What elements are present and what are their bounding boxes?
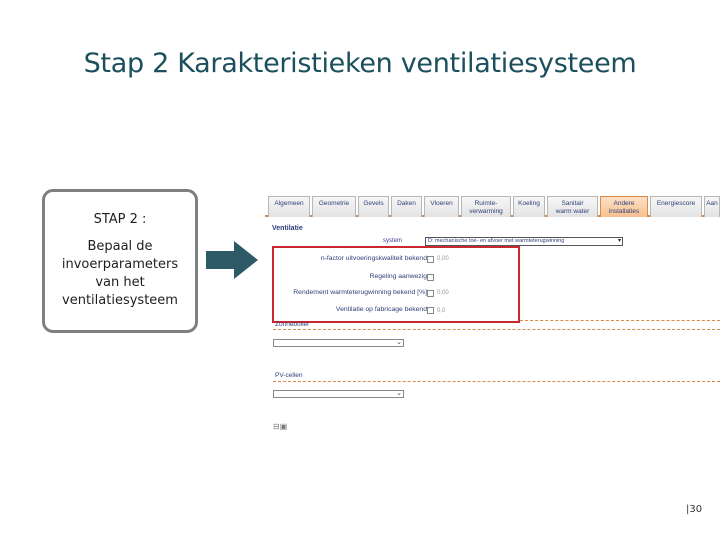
chevron-down-icon: ▾ [617,238,621,244]
ventilatie-heading: Ventilatie [272,225,303,232]
ventilation-system-select[interactable] [425,237,623,246]
app-screenshot [265,193,720,438]
zonneboiler-select[interactable] [273,339,404,347]
tab-sanitair[interactable]: Sanitair warm water [547,196,598,217]
param-label: Ventilatie op fabricage bekend [335,306,427,313]
tab-koeling[interactable]: Koeling [513,196,545,217]
param-value: 0,00 [437,256,449,262]
right-arrow-icon [206,241,258,279]
tab-ruimteverwarming[interactable]: Ruimte- verwarming [461,196,511,217]
step-line: invoerparameters [61,257,179,272]
pv-cellen-label: PV-cellen [275,372,303,379]
step-callout-box [42,189,198,333]
section-divider [273,381,720,382]
param-label: Regeling aanwezig [369,273,427,280]
highlight-frame [272,246,520,323]
zonneboiler-label: Zonneboiler [275,321,310,328]
chevron-down-icon: ⌄ [396,339,402,346]
step-line: Bepaal de [87,239,153,254]
param-label: Rendement warmteterugwinning bekend [%] [293,289,427,296]
tab-geometrie[interactable]: Geometrie [312,196,356,217]
tab-gevels[interactable]: Gevels [358,196,389,217]
ventilation-select-value: D: mechanische toe- en afvoer met warmteterugwinning [428,238,565,244]
step-line: ventilatiesysteem [62,293,178,308]
tab-energiescore[interactable]: Energiescore [650,196,702,217]
toolbar-icons[interactable]: ⊟▣ [273,422,288,431]
param-value: 0,0 [437,308,446,314]
system-select-label: system [383,238,403,244]
step-line: van het [95,275,145,290]
page-number: |30 [686,504,703,515]
tab-vloeren[interactable]: Vloeren [424,196,459,217]
step-title: STAP 2 : [93,212,147,227]
tab-algemeen[interactable]: Algemeen [268,196,310,217]
chevron-down-icon: ⌄ [396,390,402,397]
param-label: n-factor uitvoeringskwaliteit bekend [320,255,427,262]
tab-daken[interactable]: Daken [391,196,422,217]
tab-bar [265,193,720,217]
slide-title: Stap 2 Karakteristieken ventilatiesysteem [83,48,637,79]
tab-andere-installaties[interactable]: Andere installaties [600,196,648,217]
step-description [45,238,195,310]
tab-more[interactable]: Aan [704,196,720,217]
section-divider [273,329,720,330]
param-value: 0,00 [437,290,449,296]
section-divider [520,320,720,321]
pv-cellen-select[interactable] [273,390,404,398]
